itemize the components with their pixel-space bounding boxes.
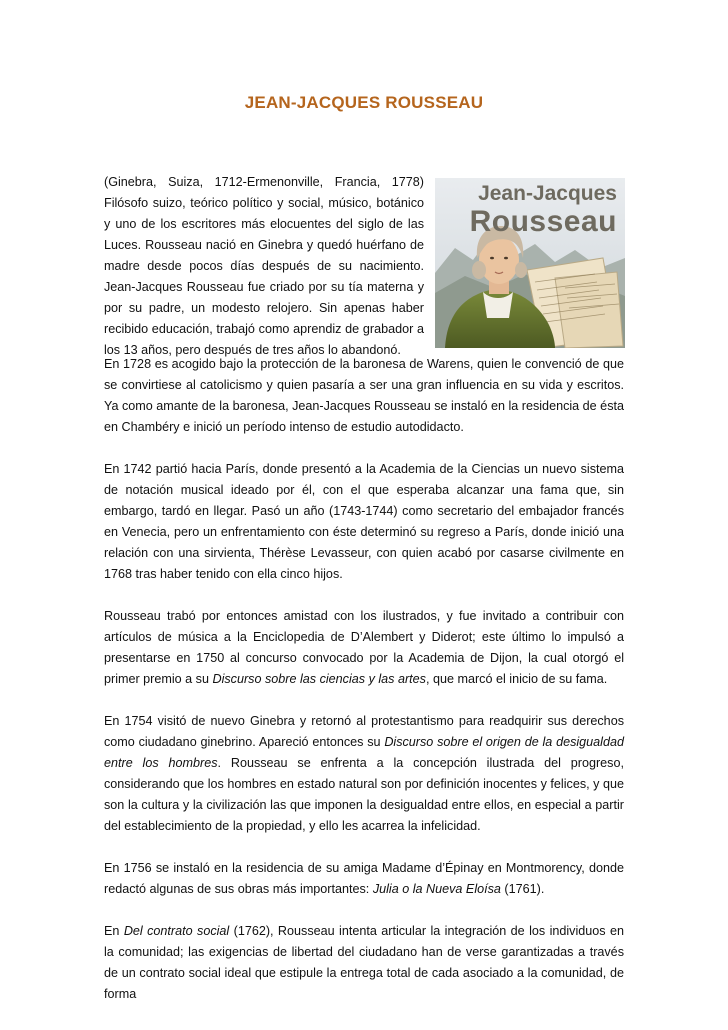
cover-title-line2: Rousseau xyxy=(469,205,617,238)
work-title-contrato-social: Del contrato social xyxy=(123,924,230,938)
paragraph-2: En 1742 partió hacia París, donde presentó a la Academia de la Ciencias un nuevo sistema de notación musical ideado por él, con el que esperaba alcanzar una fama que, sin embargo, tardó en llegar. Pasó un año (1743-1744) como secretario del embajador francés en Venecia, pero un enfrentamiento con éste determinó su regreso a París, donde inició una relación con una sirvienta, Thérèse Levasseur, con quien acabó por casarse civilmente en 1768 tras haber tenido con ella cinco hijos. xyxy=(104,462,624,581)
intro-text: (Ginebra, Suiza, 1712-Ermenonville, Francia, 1778) Filósofo suizo, teórico político y social, músico, botánico y uno de los escritores más elocuentes del siglo de las Luces. Rousseau nació en Ginebra y quedó huérfano de madre desde pocos días después de su nacimiento. Jean-Jacques Rousseau fue criado por su tía materna y por su padre, un modesto relojero. Sin apenas haber recibido educación, trabajó como aprendiz de grabador a los 13 años, pero después de tres años lo abandonó. xyxy=(104,175,424,357)
paragraph-5 xyxy=(104,858,624,900)
rousseau-portrait-image xyxy=(435,178,625,348)
work-title-discurso-ciencias: Discurso sobre las ciencias y las artes xyxy=(212,672,426,686)
paragraph-6-text-c: (1762), Rousseau intenta articular la integración de los individuos en la comunidad; las exigencias de libertad del ciudadano han de verse garantizadas a través de un contrato social ideal que estipule la entrega total de cada asociado a la comunidad, de forma xyxy=(104,924,624,1001)
paragraph-4-text-c: . Rousseau se enfrenta a la concepción ilustrada del progreso, considerando que los hombres en estado natural son por definición inocentes y felices, y que son la cultura y la civilización las que imponen la desigualdad entre ellos, en especial a partir del establecimiento de la propiedad, y ello les acarrea la infelicidad. xyxy=(104,756,624,833)
work-title-discurso-desigualdad: Discurso sobre el origen de la desigualdad entre los hombres xyxy=(104,735,624,770)
paragraph-6-text-a: En xyxy=(104,924,124,938)
paragraph-1: En 1728 es acogido bajo la protección de la baronesa de Warens, quien le convenció de que se convirtiese al catolicismo y quien pasaría a ser una gran influencia en su vida y escritos. Ya como amante de la baronesa, Jean-Jacques Rousseau se instaló en la residencia de ésta en Chambéry e inició un período intenso de estudio autodidacto. xyxy=(104,357,624,434)
paragraph-3-text-a: Rousseau trabó por entonces amistad con los ilustrados, y fue invitado a contribuir con artículos de música a la Enciclopedia de D’Alembert y Diderot; este último lo impulsó a presentarse en 1750 al concurso convocado por la Academia de Dijon, la cual otorgó el primer premio a su xyxy=(104,609,624,686)
work-title-julia: Julia o la Nueva Eloísa xyxy=(372,882,501,896)
cover-title-line1: Jean-Jacques xyxy=(478,182,617,205)
paragraph-4-text-a: En 1754 visitó de nuevo Ginebra y retornó al protestantismo para readquirir sus derechos como ciudadano ginebrino. Apareció entonces su xyxy=(104,714,624,749)
intro-paragraph xyxy=(104,172,424,361)
paragraph-3 xyxy=(104,606,624,690)
paragraph-5-text-c: (1761). xyxy=(500,882,545,896)
paragraph-5-text-a: En 1756 se instaló en la residencia de su amiga Madame d’Épinay en Montmorency, donde redactó algunas de sus obras más importantes: xyxy=(104,861,624,896)
paragraph-6 xyxy=(104,921,624,1005)
paragraph-4 xyxy=(104,711,624,837)
paragraph-3-text-c: , que marcó el inicio de su fama. xyxy=(425,672,608,686)
body-text xyxy=(104,354,624,1026)
page-title: JEAN-JACQUES ROUSSEAU xyxy=(244,93,484,112)
